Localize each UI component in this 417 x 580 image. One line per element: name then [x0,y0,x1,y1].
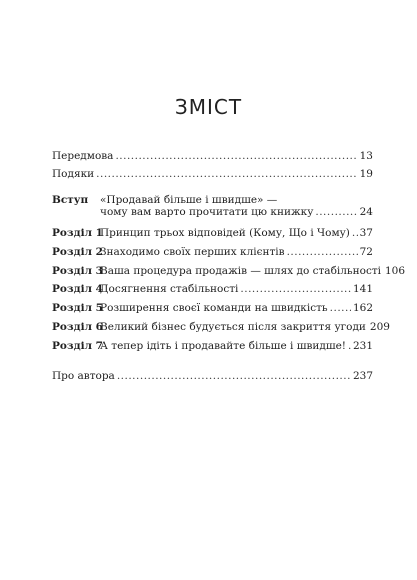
entry-page: 106 [385,265,406,277]
entry-page: 237 [352,370,373,382]
toc-entry-chapter-6[interactable] [52,321,390,334]
dot-leader [330,302,351,315]
dot-leader [348,340,351,353]
entry-number: Розділ 4 [52,283,103,295]
entry-label: Передмова [52,150,114,162]
toc-entry-foreword[interactable] [52,150,373,163]
entry-label: Досягнення стабільності [100,283,239,295]
dot-leader [315,206,357,219]
dot-leader [287,246,358,259]
toc-entry-about-author[interactable] [52,370,373,383]
dot-leader [352,227,358,240]
entry-page: 209 [369,321,390,333]
entry-number: Вступ [52,194,89,206]
entry-label: Великий бізнес будується після закриття угоди [100,321,366,333]
entry-label-line1: «Продавай більше і швидше» — [100,194,278,206]
dot-leader [240,283,351,296]
entry-label: Подяки [52,168,95,180]
toc-entry-chapter-5[interactable] [52,302,373,315]
entry-label: Розширення своєї команди на швидкість [100,302,328,314]
entry-label: Знаходимо своїх перших клієнтів [100,246,285,258]
entry-label: Про автора [52,370,115,382]
toc-entry-chapter-4[interactable] [52,283,373,296]
toc-entry-chapter-3[interactable] [52,265,406,278]
entry-label-line2: чому вам варто прочитати цю книжку [100,206,314,218]
toc-entry-intro[interactable] [52,194,373,220]
entry-page: 72 [359,246,373,258]
entry-number: Розділ 5 [52,302,103,314]
entry-number: Розділ 6 [52,321,103,333]
entry-page: 162 [352,302,373,314]
entry-label: Принцип трьох відповідей (Кому, Що і Чому) [100,227,350,239]
entry-label: А тепер ідіть і продавайте більше і швидше! [100,340,347,352]
entry-number: Розділ 2 [52,246,103,258]
entry-number: Розділ 3 [52,265,103,277]
entry-page: 24 [359,206,373,218]
dot-leader [96,168,357,181]
entry-number: Розділ 1 [52,227,103,239]
entry-page: 141 [352,283,373,295]
toc-entry-chapter-1[interactable] [52,227,373,240]
toc-entry-chapter-2[interactable] [52,246,373,259]
dot-leader [117,370,351,383]
entry-page: 19 [359,168,373,180]
entry-page: 231 [352,340,373,352]
entry-page: 37 [359,227,373,239]
page-title: ЗМІСТ [174,95,243,119]
entry-number: Розділ 7 [52,340,103,352]
dot-leader [115,150,357,163]
entry-label: Ваша процедура продажів — шлях до стабільності [100,265,381,277]
toc-entry-chapter-7[interactable] [52,340,373,353]
entry-page: 13 [359,150,373,162]
toc-entry-acknowledgements[interactable] [52,168,373,181]
